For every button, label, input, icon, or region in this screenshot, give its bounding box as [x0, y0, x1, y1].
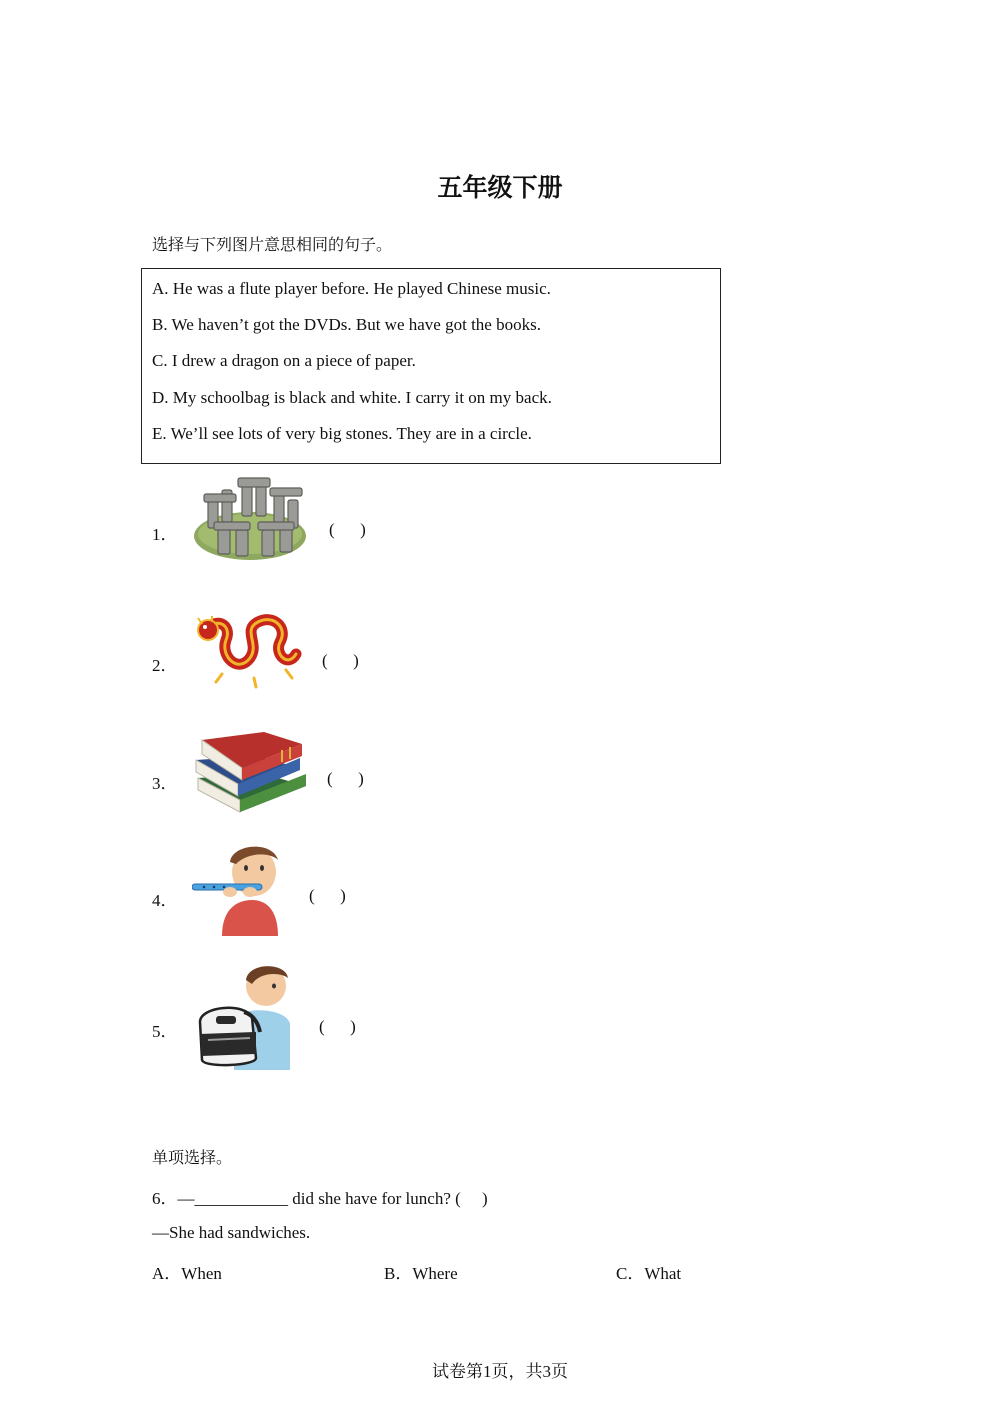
section2-instruction: 单项选择。 — [152, 1148, 233, 1167]
question-6-stem: 6．—___________ did she have for lunch? ( ) — [152, 1189, 488, 1208]
flute-player-image — [192, 840, 288, 936]
choice-b[interactable]: B．Where — [384, 1264, 458, 1283]
question-number: 3． — [152, 774, 178, 793]
option-b: B. We haven’t got the DVDs. But we have got the books. — [152, 315, 541, 334]
choice-c[interactable]: C．What — [616, 1264, 682, 1283]
answer-blank[interactable]: ( ) — [327, 769, 364, 788]
option-c: C. I drew a dragon on a piece of paper. — [152, 351, 416, 370]
answer-blank[interactable]: ( ) — [319, 1017, 356, 1036]
choice-a[interactable]: A．When — [152, 1264, 222, 1283]
section1-instruction: 选择与下列图片意思相同的句子。 — [152, 235, 393, 254]
question-6-answer-line: —She had sandwiches. — [152, 1223, 311, 1242]
answer-blank[interactable]: ( ) — [309, 886, 346, 905]
schoolbag-boy-image — [194, 962, 298, 1072]
option-d: D. My schoolbag is black and white. I carry it on my back. — [152, 388, 552, 407]
dragon-image — [192, 608, 304, 692]
page-title: 五年级下册 — [437, 173, 563, 202]
options-box — [141, 268, 721, 464]
answer-blank[interactable]: ( ) — [329, 520, 366, 539]
books-image — [194, 724, 308, 814]
question-number: 4． — [152, 891, 178, 910]
question-number: 2． — [152, 656, 178, 675]
stonehenge-image — [192, 464, 310, 564]
page-footer: 试卷第1页，共3页 — [432, 1362, 568, 1381]
answer-blank[interactable]: ( ) — [322, 651, 359, 670]
option-e: E. We’ll see lots of very big stones. They are in a circle. — [152, 424, 532, 443]
option-a: A. He was a flute player before. He played Chinese music. — [152, 279, 551, 298]
question-number: 5． — [152, 1022, 178, 1041]
question-number: 1． — [152, 525, 178, 544]
